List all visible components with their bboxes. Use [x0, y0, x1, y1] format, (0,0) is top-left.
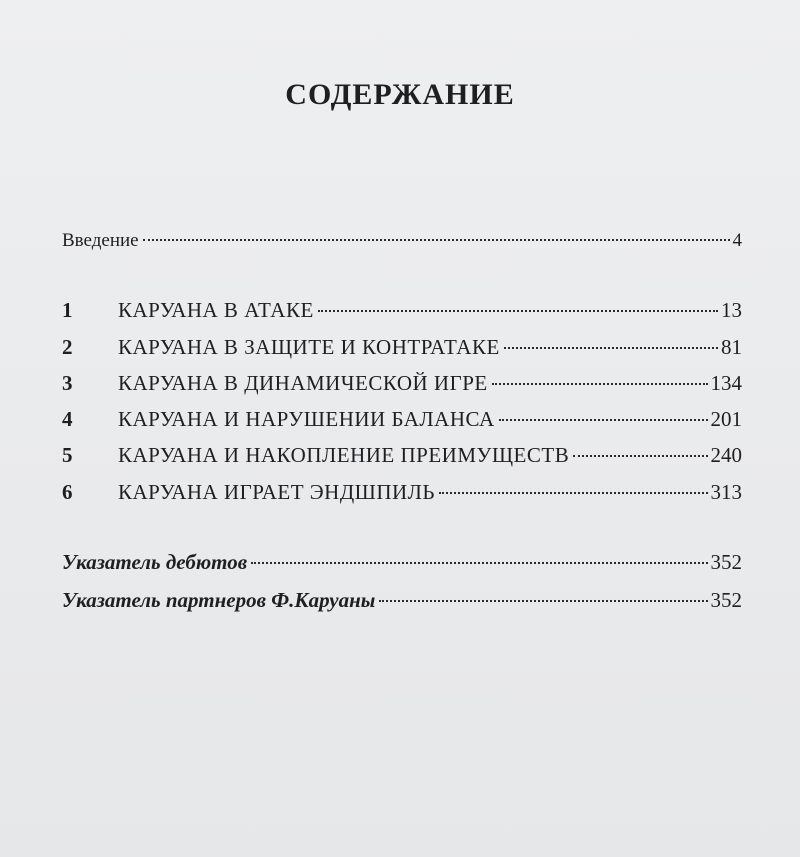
chapter-number: 6 [62, 480, 73, 504]
dot-leader [573, 455, 707, 457]
toc-entry-introduction [62, 230, 742, 252]
chapter-page: 13 [721, 298, 742, 322]
chapter-title: КАРУАНА В ДИНАМИЧЕСКОЙ ИГРЕ [118, 371, 488, 395]
dot-leader [504, 347, 718, 349]
toc-entry-opponents-index [62, 588, 742, 613]
chapter-page: 81 [721, 335, 742, 359]
index-page: 352 [710, 550, 742, 574]
index-title: Указатель дебютов [62, 550, 248, 574]
index-title: Указатель партнеров Ф.Каруаны [62, 588, 376, 612]
chapter-title: КАРУАНА В ЗАЩИТЕ И КОНТРАТАКЕ [118, 335, 500, 359]
chapter-page: 201 [710, 407, 742, 431]
dot-leader [318, 310, 718, 312]
chapter-title: КАРУАНА ИГРАЕТ ЭНДШПИЛЬ [118, 480, 435, 504]
toc-entry-openings-index [62, 550, 742, 575]
chapter-number: 5 [62, 443, 73, 467]
dot-leader [492, 383, 708, 385]
chapter-page: 134 [710, 371, 742, 395]
chapter-title: КАРУАНА И НАРУШЕНИИ БАЛАНСА [118, 407, 495, 431]
chapter-number: 4 [62, 407, 73, 431]
toc-entry-chapter-5 [62, 443, 742, 468]
index-page: 352 [710, 588, 742, 612]
chapter-page: 313 [710, 480, 742, 504]
dot-leader [439, 492, 708, 494]
dot-leader [379, 600, 707, 602]
chapter-number: 3 [62, 371, 73, 395]
dot-leader [143, 239, 730, 241]
page-title: СОДЕРЖАНИЕ [285, 78, 515, 111]
toc-entry-chapter-4 [62, 407, 742, 432]
toc-entry-chapter-3 [62, 371, 742, 396]
dot-leader [499, 419, 708, 421]
chapter-page: 240 [710, 443, 742, 467]
chapter-number: 2 [62, 335, 73, 359]
toc-entry-label: Введение [62, 230, 139, 251]
chapter-number: 1 [62, 298, 73, 322]
toc-entry-chapter-2 [62, 335, 742, 360]
chapter-title: КАРУАНА В АТАКЕ [118, 298, 314, 322]
toc-entry-chapter-6 [62, 480, 742, 505]
toc-entry-chapter-1 [62, 298, 742, 323]
chapter-title: КАРУАНА И НАКОПЛЕНИЕ ПРЕИМУЩЕСТВ [118, 443, 570, 467]
toc-entry-page: 4 [732, 230, 742, 251]
dot-leader [251, 562, 707, 564]
